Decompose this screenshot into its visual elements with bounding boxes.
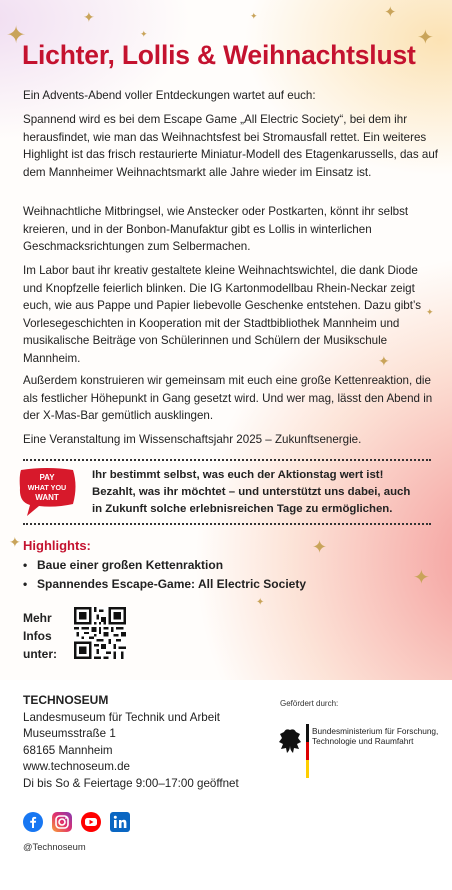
badge-line-2: WHAT YOU — [27, 483, 67, 492]
funded-by-label: Gefördert durch: — [280, 699, 339, 708]
facebook-icon[interactable] — [23, 812, 43, 832]
page-title: Lichter, Lollis & Weihnachtslust — [22, 40, 416, 70]
instagram-icon[interactable] — [52, 812, 72, 832]
address-line: 68165 Mannheim — [23, 743, 113, 757]
ministry-name: Bundesministerium für Forschung, Technologie und Raumfahrt — [312, 726, 439, 747]
highlights-list — [23, 556, 306, 594]
list-item: • Spannendes Escape-Game: All Electric Society — [23, 575, 306, 594]
star-icon: ✦ — [378, 353, 390, 369]
star-icon: ✦ — [9, 534, 21, 550]
federal-eagle-icon — [279, 729, 301, 753]
qr-code-icon[interactable] — [74, 607, 126, 659]
star-icon: ✦ — [413, 567, 430, 589]
opening-hours: Di bis So & Feiertage 9:00–17:00 geöffnet — [23, 776, 239, 790]
website-link[interactable]: www.technoseum.de — [23, 760, 130, 774]
youtube-icon[interactable] — [81, 812, 101, 832]
more-info-label: Mehr Infos unter: — [23, 611, 57, 661]
social-handle: @Technoseum — [23, 841, 86, 852]
badge-line-1: PAY — [39, 473, 55, 482]
pay-what-you-want-text: Ihr bestimmt selbst, was euch der Aktionstag wert ist! Bezahlt, was ihr möchtet – und unterstützt uns dabei, auch in Zukunft solche erlebnisreichen Tage zu ermöglichen. — [92, 469, 411, 515]
highlights-title: Highlights: — [23, 538, 91, 553]
closing-text: Eine Veranstaltung im Wissenschaftsjahr 2025 – Zukunftsenergie. — [23, 433, 362, 446]
star-icon: ✦ — [83, 9, 95, 25]
star-icon: ✦ — [312, 537, 328, 557]
star-icon: ✦ — [250, 11, 258, 21]
star-icon: ✦ — [6, 22, 27, 49]
star-icon: ✦ — [256, 597, 265, 608]
address-block — [23, 710, 239, 792]
intro-text: Ein Advents-Abend voller Entdeckungen wartet auf euch: — [23, 89, 316, 102]
dotted-divider — [23, 523, 431, 525]
star-icon: ✦ — [384, 4, 397, 21]
list-item: • Baue einer großen Kettenraktion — [23, 556, 306, 575]
museum-name: TECHNOSEUM — [23, 693, 109, 707]
address-line: Landesmuseum für Technik und Arbeit — [23, 711, 220, 724]
paragraph-kettenreaktion: Außerdem konstruieren wir gemeinsam mit euch eine große Kettenreaktion, die als festlicher Höhepunkt in Gang gesetzt wird. Und wer mag, lässt den Abend in der X-Mas-Bar gemütlich ausklingen. — [23, 374, 433, 423]
linkedin-icon[interactable] — [110, 812, 130, 832]
star-icon: ✦ — [140, 29, 148, 39]
star-icon: ✦ — [426, 307, 434, 317]
paragraph-labor: Im Labor baut ihr kreativ gestaltete kleine Weihnachtswichtel, die dank Diode und Knopfzelle feierlich blinken. Die IG Kartonmodellbau Rhein-Neckar zeigt euch, wie aus Pappe und Papier liebevolle Geschenke entstehen. Dazu gibt’s Vorlesegeschichten in Kooperation mit der Stadtbibliothek Mannheim und musikalische Beiträge von Schülerinnen und Schülern der Musikschule Mannheim. — [23, 264, 422, 365]
badge-line-3: WANT — [35, 493, 59, 502]
star-icon: ✦ — [417, 27, 434, 49]
paragraph-escape-game: Spannend wird es bei dem Escape Game „All Electric Society“, bei dem ihr herausfindet, wie man das Weihnachtsfest bei Stromausfall rettet. Ein weiteres Highlight ist das frisch restaurierte Miniatur-Modell des Etagenkarussells, das auf dem Mannheimer Weihnachtsmarkt alle Jahre wieder im Einsatz ist. — [23, 113, 438, 179]
paragraph-mitbringsel: Weihnachtliche Mitbringsel, wie Anstecker oder Postkarten, könnt ihr selbst kreieren, und in der Bonbon-Manufaktur gibt es Lollis in winterlichen Geschmacksrichtungen zum Selbermachen. — [23, 205, 409, 254]
dotted-divider — [23, 459, 431, 461]
address-line: Museumsstraße 1 — [23, 727, 116, 741]
pay-what-you-want-badge — [15, 466, 79, 518]
